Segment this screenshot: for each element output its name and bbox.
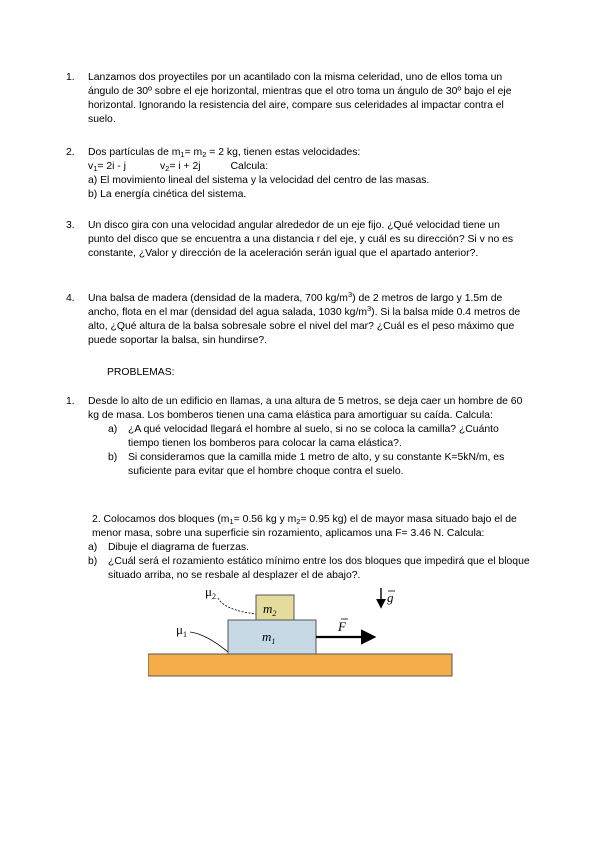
ground-surface xyxy=(148,654,452,676)
mu-2-label: $\mu_2$ xyxy=(205,584,216,601)
mu-2-pointer xyxy=(218,598,256,614)
problems-heading: PROBLEMAS: xyxy=(107,367,175,378)
mu-1-label: $\mu_1$ xyxy=(176,622,187,639)
problem-text: Desde lo alto de un edificio en llamas, a una altura de 5 metros, se deja caer un hombre de 60 kg de masa. Los bomberos tienen una cama elástica para amortiguar su caída. Calcula: xyxy=(88,396,523,421)
question-text: Lanzamos dos proyectiles por un acantilado con la misma celeridad, uno de ellos toma un ángulo de 30º sobre el eje horizontal, mientras que el otro toma un ángulo de 30º bajo el eje horizontal. Ignorando la resistencia del aire, compare sus celeridades al impactar contra el suelo. xyxy=(88,72,512,125)
question-4 xyxy=(66,290,528,348)
part-text: Dibuje el diagrama de fuerzas. xyxy=(108,542,249,553)
question-number: 1. xyxy=(66,72,75,83)
blocks-diagram xyxy=(148,584,454,678)
part-text: ¿A qué velocidad llegará el hombre al suelo, si no se coloca la camilla? ¿Cuánto tiempo tienen los bomberos para colocar la cama elástica?. xyxy=(128,424,499,449)
part-label: a) xyxy=(88,542,98,553)
mass-2-label: $m_2$ xyxy=(263,601,277,618)
question-text: Un disco gira con una velocidad angular alrededor de un eje fijo. ¿Qué velocidad tiene un punto del disco que se encuentra a una distancia r del eje, y cuál es su dirección? Si v no es constante, ¿Valor y dirección de la aceleración serán igual que el apartado anterior?. xyxy=(88,220,514,259)
gravity-label: g xyxy=(387,590,394,605)
question-number: 3. xyxy=(66,220,75,231)
problem-part-b xyxy=(88,555,532,583)
part-text: Si consideramos que la camilla mide 1 metro de alto, y su constante K=5kN/m, es suficiente para evitar que el hombre choque contra el suelo. xyxy=(128,452,505,477)
problem-2 xyxy=(68,513,532,583)
velocities-line: $v_1= 2i - j$ $v_2= i + 2j$ Calcula: xyxy=(88,161,269,173)
mu-1-pointer xyxy=(190,632,228,652)
question-part-b: b) La energía cinética del sistema. xyxy=(88,189,247,200)
part-text: ¿Cuál será el rozamiento estático mínimo entre los dos bloques que impedirá que el bloque situado arriba, no se resbale al desplazer el de abajo?. xyxy=(108,556,530,581)
question-intro: Dos partículas de $m_1= m_2 = 2$ kg, tienen estas velocidades: xyxy=(88,147,361,159)
question-1 xyxy=(66,71,528,127)
part-label: a) xyxy=(108,424,118,435)
force-label: F xyxy=(338,619,346,634)
question-number: 2. xyxy=(66,147,75,158)
problem-part-a xyxy=(108,423,528,451)
part-label: b) xyxy=(108,452,118,463)
problem-number: 1. xyxy=(66,396,75,407)
problem-text: 2. Colocamos dos bloques ($m_1= 0.56$ kg y $m_2= 0.95$ kg) el de mayor masa situado bajo el de menor masa, sobre una superficie sin rozamiento, aplicamos una F= 3.46 N. Calcula: xyxy=(92,514,517,539)
problem-1 xyxy=(66,395,528,479)
question-3 xyxy=(66,219,528,261)
question-text: Una balsa de madera (densidad de la madera, 700 $kg/m^3$) de 2 metros de largo y 1.5m de ancho, flota en el mar (densidad del agua salada, 1030 $kg/m^3$). Si la balsa mide 0.4 metros de alto, ¿Qué altura de la balsa sobresale sobre el nivel del mar? ¿Cuál es el peso máximo que puede soportar la balsa, sin hundirse?. xyxy=(88,290,521,346)
problem-part-a xyxy=(88,541,532,555)
part-label: b) xyxy=(88,556,98,567)
mass-1-label: $m_1$ xyxy=(262,629,276,646)
question-2 xyxy=(66,146,528,202)
problem-part-b xyxy=(108,451,528,479)
question-part-a: a) El movimiento lineal del sistema y la velocidad del centro de las masas. xyxy=(88,175,430,186)
question-number: 4. xyxy=(66,293,75,304)
